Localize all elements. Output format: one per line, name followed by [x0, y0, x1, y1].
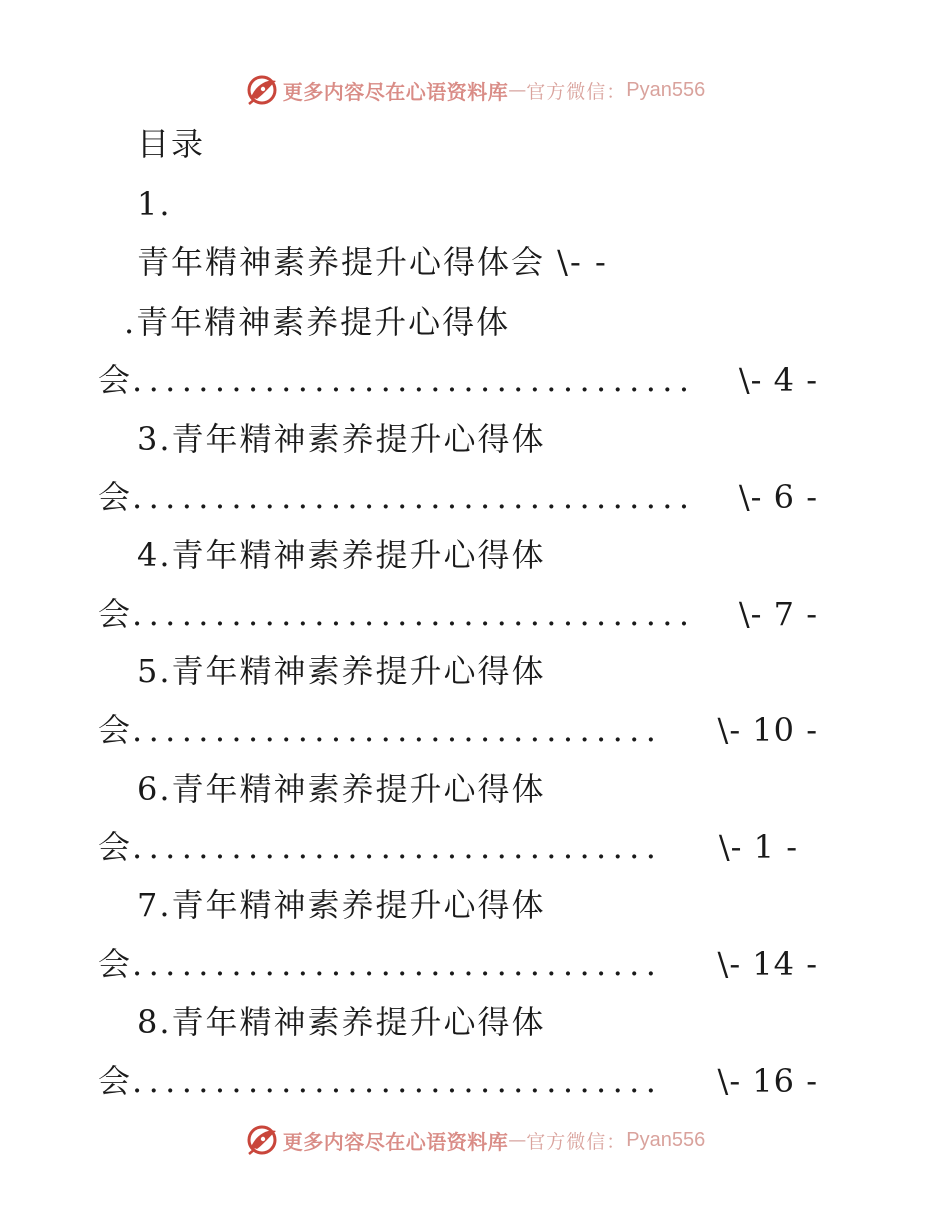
toc-page-number: \- 14 -	[717, 945, 818, 983]
toc-leader-row	[98, 944, 818, 984]
toc-page-number: \- 7 -	[738, 595, 818, 633]
toc-leader-row	[98, 360, 818, 400]
toc-leader-dots: ..................................	[132, 361, 696, 399]
toc-page-number: \- 10 -	[717, 711, 818, 749]
toc-entry-2-title: .青年精神素养提升心得体	[124, 303, 511, 341]
toc-leader-start: 会	[98, 828, 131, 866]
toc-entry-title: 6.青年精神素养提升心得体	[137, 770, 546, 808]
toc-leader-dots: ................................	[132, 828, 663, 866]
toc-leader-start: 会	[98, 945, 131, 983]
toc-title: 目录	[137, 125, 206, 163]
toc-entry-title: 8.青年精神素养提升心得体	[137, 1003, 546, 1041]
toc-leader-row	[98, 827, 798, 867]
banner-main-text: 更多内容尽在心语资料库	[282, 1129, 509, 1154]
toc-leader-row	[98, 477, 818, 517]
toc-leader-dots: ..................................	[132, 595, 696, 633]
toc-leader-start: 会	[98, 595, 131, 633]
toc-leader-row	[98, 594, 818, 634]
banner-dash: —	[508, 79, 527, 101]
toc-entry-title: 5.青年精神素养提升心得体	[137, 652, 546, 690]
toc-leader-dots: ..................................	[132, 478, 696, 516]
banner-wechat-id: Pyan556	[626, 78, 706, 101]
toc-page-number: \- 4 -	[738, 361, 818, 399]
pen-logo-icon	[245, 73, 279, 107]
toc-entry-title: 3.青年精神素养提升心得体	[137, 420, 546, 458]
toc-leader-start: 会	[98, 478, 131, 516]
footer-watermark	[0, 1118, 950, 1162]
toc-leader-dots: ................................	[132, 945, 663, 983]
toc-entry-1-title: 青年精神素养提升心得体会 \- -	[137, 243, 608, 281]
toc-page-number: \- 16 -	[717, 1062, 818, 1100]
toc-entry-title: 7.青年精神素养提升心得体	[137, 886, 546, 924]
pen-logo-icon	[245, 1123, 279, 1157]
banner-wechat-label: 官方微信：	[526, 80, 627, 103]
toc-entry-1-number: 1.	[137, 185, 172, 223]
toc-page-number: \- 6 -	[738, 478, 818, 516]
toc-leader-dots: ................................	[132, 711, 663, 749]
banner-wechat-id: Pyan556	[626, 1128, 706, 1151]
toc-leader-row	[98, 710, 818, 750]
banner-main-text: 更多内容尽在心语资料库	[282, 79, 509, 104]
toc-leader-start: 会	[98, 711, 131, 749]
toc-leader-start: 会	[98, 1062, 131, 1100]
toc-leader-start: 会	[98, 361, 131, 399]
toc-entry-title: 4.青年精神素养提升心得体	[137, 536, 546, 574]
toc-leader-row	[98, 1061, 818, 1101]
banner-dash: —	[508, 1129, 527, 1151]
banner-wechat-label: 官方微信：	[526, 1130, 627, 1153]
toc-page-number: \- 1 -	[718, 828, 798, 866]
header-watermark	[0, 68, 950, 112]
toc-leader-dots: ................................	[132, 1062, 663, 1100]
